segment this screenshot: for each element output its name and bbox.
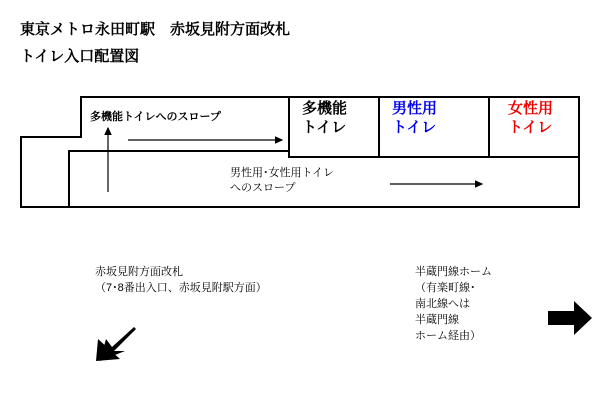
label-slope-mens-womens-line2: へのスロープ: [230, 181, 296, 194]
callout-ticket-gate-line2: （7･8番出入口、赤坂見附駅方面）: [95, 281, 267, 294]
callout-hanzomon-line4: 半蔵門線: [415, 313, 459, 326]
room-label-mens-line2: トイレ: [392, 118, 437, 136]
callout-hanzomon-platform: [415, 265, 492, 345]
arrow-east-icon: [548, 298, 594, 338]
callout-hanzomon-line3: 南北線へは: [415, 297, 470, 310]
callout-hanzomon-line5: ホーム経由）: [415, 329, 481, 342]
room-label-multifunction-line1: 多機能: [302, 100, 348, 117]
room-label-womens-line1: 女性用: [508, 100, 554, 117]
label-slope-mens-womens-line1: 男性用･女性用トイレ: [230, 167, 334, 179]
page-title: 東京メトロ永田町駅 赤坂見附方面改札: [20, 21, 291, 38]
callout-hanzomon-line1: 半蔵門線ホーム: [415, 266, 492, 278]
callout-ticket-gate-line1: 赤坂見附方面改札: [95, 266, 183, 278]
label-slope-multifunction: 多機能トイレへのスロープ: [90, 111, 221, 123]
room-label-womens-line2: トイレ: [508, 118, 553, 136]
page-subtitle: トイレ入口配置図: [20, 48, 140, 65]
room-label-mens-line1: 男性用: [392, 100, 438, 117]
floor-plan: [20, 88, 580, 218]
room-label-multifunction-line2: トイレ: [302, 118, 347, 136]
callout-ticket-gate: [95, 265, 267, 297]
plan-direction-arrows: [20, 88, 580, 218]
arrow-southwest-icon: [92, 325, 138, 365]
callout-hanzomon-line2: （有楽町線･: [415, 281, 476, 294]
